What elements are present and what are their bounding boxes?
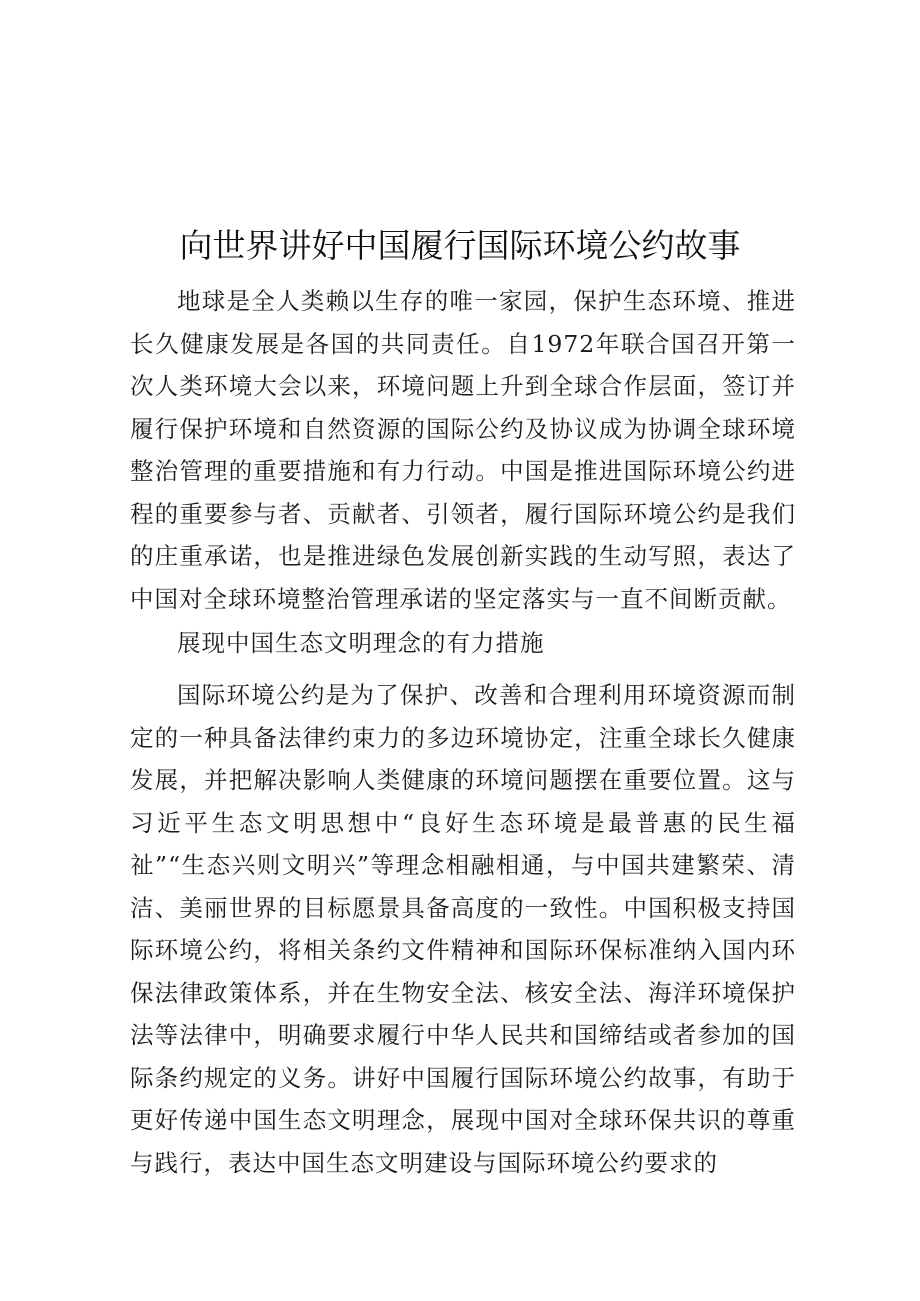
section-paragraph: 国际环境公约是为了保护、改善和合理利用环境资源而制定的一种具备法律约束力的多边环境协定，注重全球长久健康发展，并把解决影响人类健康的环境问题摆在重要位置。这与习近平生态文明思想中“良好生态环境是最普惠的民生福祉”“生态兴则文明兴”等理念相融相通，与中国共建繁荣、清洁、美丽世界的目标愿景具备高度的一致性。中国积极支持国际环境公约，将相关条约文件精神和国际环保标准纳入国内环保法律政策体系，并在生物安全法、核安全法、海洋环境保护法等法律中，明确要求履行中华人民共和国缔结或者参加的国际条约规定的义务。讲好中国履行国际环境公约故事，有助于更好传递中国生态文明理念，展现中国对全球环保共识的尊重与践行，表达中国生态文明建设与国际环境公约要求的 — [130, 681, 796, 1177]
intro-paragraph: 地球是全人类赖以生存的唯一家园，保护生态环境、推进长久健康发展是各国的共同责任。自1972年联合国召开第一次人类环境大会以来，环境问题上升到全球合作层面，签订并履行保护环境和自然资源的国际公约及协议成为协调全球环境整治管理的重要措施和有力行动。中国是推进国际环境公约进程的重要参与者、贡献者、引领者，履行国际环境公约是我们的庄重承诺，也是推进绿色发展创新实践的生动写照，表达了中国对全球环境整治管理承诺的坚定落实与一直不间断贡献。 — [130, 287, 796, 613]
section-heading: 展现中国生态文明理念的有力措施 — [177, 629, 545, 657]
document-title: 向世界讲好中国履行国际环境公约故事 — [179, 226, 741, 265]
